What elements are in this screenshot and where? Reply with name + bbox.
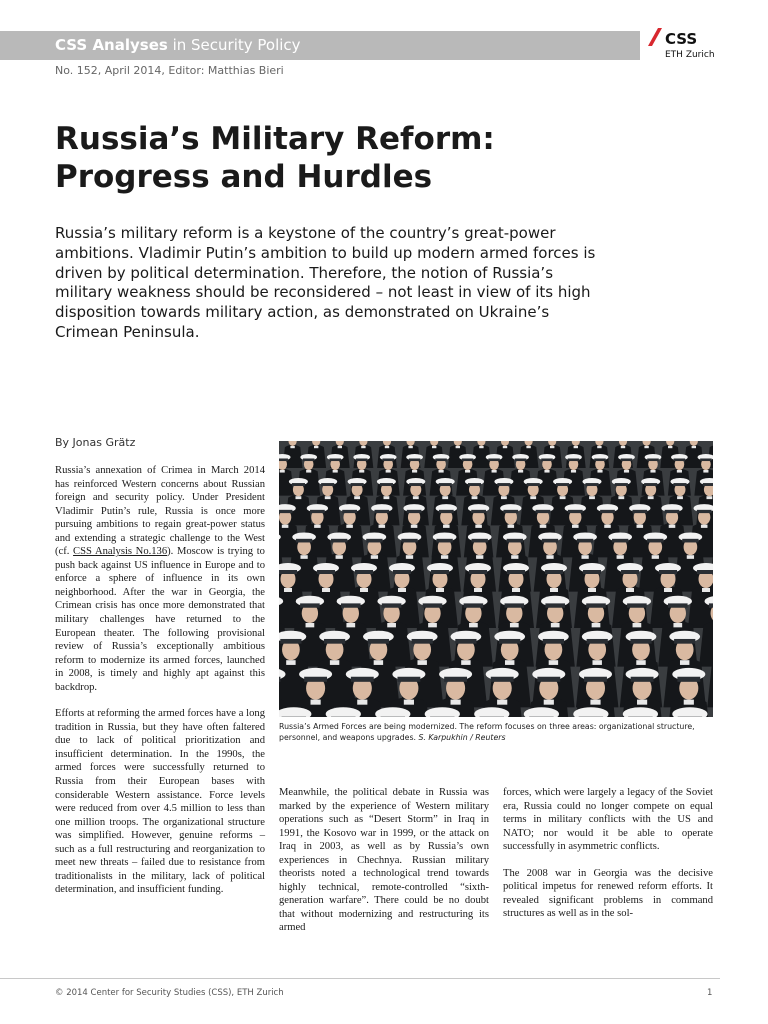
issue-line: No. 152, April 2014, Editor: Matthias Bieri [55, 64, 284, 77]
photo-credit: S. Karpukhin / Reuters [418, 733, 506, 742]
column-2 [279, 786, 489, 948]
css-analysis-link[interactable]: CSS Analysis No.136 [73, 546, 168, 558]
logo-subtitle: ETH Zurich [665, 50, 715, 60]
paragraph: Russia’s annexation of Crimea in March 2014 has reinforced Western concerns about Russian foreign and security policy. Under President Vladimir Putin’s rule, Russia is once more pursuing ambitions to regain great-power status and extending a strategic challenge to the West (cf. CSS Analysis No.136). Moscow is trying to push back against US influence in Europe and to enforce a sphere of influence in its own neighborhood. After the war in Georgia, the Crimean crisis has once more demonstrated that military challenges have returned to the European theater. The following provisional review of Russia’s exceptionally ambitious reform to modernize its armed forces, launched in 2008, is timely and highly apt against this backdrop. [55, 465, 265, 693]
soldiers-photo [279, 441, 713, 717]
column-1 [55, 464, 265, 910]
logo-text: CSS [665, 30, 698, 48]
paragraph: The 2008 war in Georgia was the decisive political impetus for renewed reform efforts. It revealed significant problems in command structures as well as in the sol- [503, 867, 713, 920]
footer-divider [0, 978, 720, 979]
byline: By Jonas Grätz [55, 436, 136, 449]
footer-copyright: © 2014 Center for Security Studies (CSS), ETH Zurich [55, 988, 284, 998]
series-title: CSS Analyses in Security Policy [55, 36, 301, 54]
article-title: Russia’s Military Reform: Progress and Hurdles [55, 121, 495, 195]
lead-paragraph: Russia’s military reform is a keystone of the country’s great-power ambitions. Vladimir Putin’s ambition to build up modern armed forces is driven by political determination. Therefore, the notion of Russia’s military weakness should be reconsidered – not least in view of its high disposition towards military action, as demonstrated on Ukraine’s Crimean Peninsula. [55, 224, 596, 341]
photo-caption: Russia’s Armed Forces are being modernized. The reform focuses on three areas: organizational structure, personnel, and weapons upgrades. S. Karpukhin / Reuters [279, 722, 695, 742]
series-banner [0, 31, 640, 60]
paragraph: forces, which were largely a legacy of the Soviet era, Russia could no longer compete on equal terms in military conflicts with the US and NATO; nor would it be able to operate successfully in asymmetric conflicts. [503, 787, 713, 853]
column-3 [503, 786, 713, 934]
paragraph: Efforts at reforming the armed forces have a long tradition in Russia, but they have often faltered due to lack of political prioritization and insufficient determination. In the 1990s, the armed forces were successfully returned to Russia from their European bases with considerable Western assistance. Force levels were reduced from over 4.5 million to less than one million troops. The organizational structure was simplified. However, genuine reforms – such as a full restructuring and reorganization to meet new threats – failed due to resistance from traditionalists in the military, lack of political determination, and insufficient funding. [55, 708, 265, 896]
page-number: 1 [707, 988, 713, 998]
paragraph: Meanwhile, the political debate in Russia was marked by the experience of Western military operations such as “Desert Storm” in Iraq in 1991, the Kosovo war in 1999, or the attack on Iraq in 2003, as well as by Russia’s own experiences in Chechnya. Russian military theorists noted a technological trend towards highly technical, remote-controlled “sixth-generation warfare”. There could be no doubt that without modernizing and restructuring its armed [279, 787, 489, 934]
